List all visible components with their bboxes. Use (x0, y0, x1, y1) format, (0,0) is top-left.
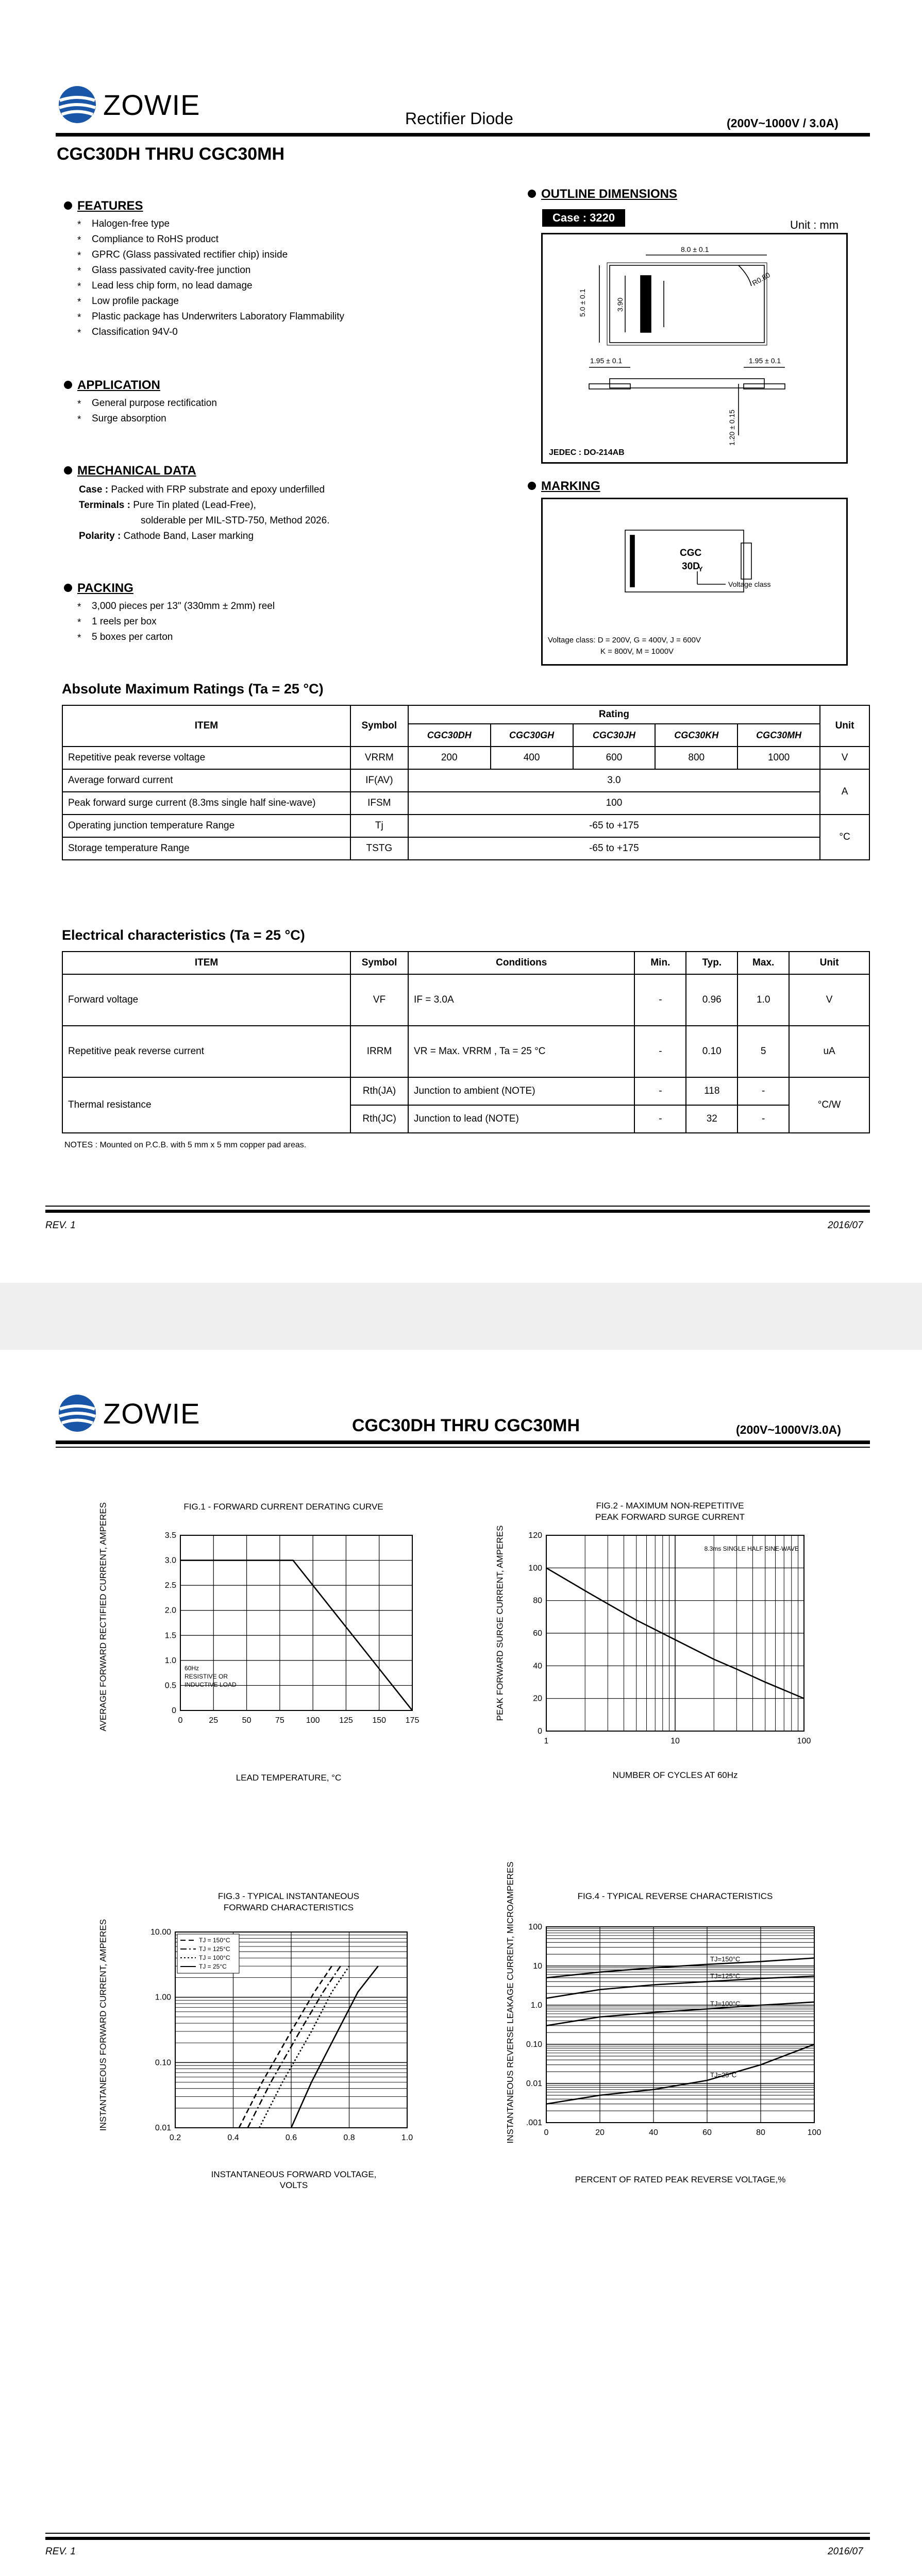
fig2-title: FIG.2 - MAXIMUM NON-REPETITIVE PEAK FORWARD SURGE CURRENT (595, 1501, 745, 1522)
footer-rule (45, 2533, 870, 2534)
list-item: * Surge absorption (77, 411, 217, 427)
marking-title: MARKING (528, 479, 600, 494)
legend-entry: TJ = 125°C (199, 1945, 230, 1953)
x-tick-label: 60 (702, 2128, 712, 2137)
y-tick-label: 3.5 (164, 1531, 176, 1540)
table-row: Thermal resistance Rth(JA) Junction to ambient (NOTE) - 118 - °C/W (62, 1077, 869, 1105)
abs-max-title: Absolute Maximum Ratings (Ta = 25 °C) (62, 681, 324, 697)
y-tick-label: 1.00 (155, 1993, 171, 2002)
x-tick-label: 20 (595, 2128, 605, 2137)
y-tick-label: 0 (538, 1727, 542, 1736)
marking-line1: CGC (680, 548, 702, 558)
marking-line2: 30D (682, 561, 700, 572)
list-item: * Low profile package (77, 294, 344, 309)
zowie-logo (58, 1394, 200, 1433)
part-header: CGC30GH (491, 724, 573, 747)
x-tick-label: 0.6 (285, 2133, 297, 2142)
x-tick-label: 100 (306, 1716, 320, 1725)
y-tick-label: 0.5 (164, 1681, 176, 1690)
doc-type: Rectifier Diode (405, 109, 513, 128)
dim-pad-right: 1.95 ± 0.1 (749, 357, 781, 365)
x-tick-label: 1 (544, 1737, 549, 1745)
unit-label: Unit : mm (790, 218, 839, 231)
y-tick-label: 120 (528, 1531, 542, 1540)
x-tick-label: 0 (544, 2128, 549, 2137)
fig3-title: FIG.3 - TYPICAL INSTANTANEOUS FORWARD CHARACTERISTICS (217, 1891, 360, 1912)
y-tick-label: 60 (533, 1629, 542, 1638)
y-tick-label: 100 (528, 1564, 542, 1573)
datasheet-page-1 (0, 0, 922, 1283)
fig2-ylabel: PEAK FORWARD SURGE CURRENT, AMPERES (495, 1525, 505, 1721)
brand-name: ZOWIE (103, 88, 200, 121)
header-rule-thin (56, 1447, 870, 1448)
footer-rule (45, 1206, 870, 1207)
brand-name: ZOWIE (103, 1397, 200, 1430)
table-row: Repetitive peak reverse voltage VRRM 200 400 600 800 1000 V (62, 747, 869, 769)
x-tick-label: 0.2 (169, 2133, 181, 2142)
y-tick-label: 2.5 (164, 1581, 176, 1590)
features-title: FEATURES (64, 199, 143, 213)
x-tick-label: 0.8 (343, 2133, 355, 2142)
marking-note2: K = 800V, M = 1000V (600, 647, 674, 656)
annotation-text: INDUCTIVE LOAD (185, 1681, 237, 1688)
y-tick-label: 0.01 (526, 2079, 542, 2088)
footer-date: 2016/07 (828, 1220, 863, 1231)
fig1-xlabel: LEAD TEMPERATURE, °C (236, 1773, 342, 1783)
fig4-title: FIG.4 - TYPICAL REVERSE CHARACTERISTICS (577, 1891, 773, 1901)
table-row: Forward voltage VF IF = 3.0A - 0.96 1.0 V (62, 974, 869, 1026)
series-line (248, 1966, 341, 2128)
part-title: CGC30DH THRU CGC30MH (352, 1416, 580, 1435)
y-tick-label: 0 (172, 1706, 176, 1715)
legend-entry: TJ = 25°C (199, 1963, 227, 1970)
series-line (239, 1966, 332, 2128)
fig3-xlabel: INSTANTANEOUS FORWARD VOLTAGE, VOLTS (211, 2170, 377, 2190)
x-tick-label: 150 (372, 1716, 387, 1725)
list-item: * Glass passivated cavity-free junction (77, 263, 344, 278)
fig2-chart (526, 1525, 825, 1747)
mechanical-title: MECHANICAL DATA (64, 464, 196, 478)
col-rating: Rating (408, 705, 820, 724)
zowie-globe-icon (58, 85, 97, 124)
case-badge: Case : 3220 (542, 209, 625, 227)
dim-radius: R0.80 (750, 270, 772, 287)
x-tick-label: 100 (807, 2128, 822, 2137)
dim-pad-left: 1.95 ± 0.1 (590, 357, 623, 365)
annotation-text: 8.3ms SINGLE HALF SINE-WAVE (704, 1545, 799, 1552)
y-tick-label: 10.00 (150, 1928, 171, 1937)
col-item: ITEM (62, 705, 350, 747)
part-title: CGC30DH THRU CGC30MH (57, 144, 285, 164)
list-item: * Plastic package has Underwriters Laboratory Flammability (77, 309, 344, 325)
y-tick-label: 0.10 (526, 2040, 542, 2049)
list-item: * General purpose rectification (77, 396, 217, 411)
x-tick-label: 0 (178, 1716, 183, 1725)
package-outline-drawing (543, 234, 846, 462)
footer-rev: REV. 1 (45, 1220, 76, 1231)
application-title: APPLICATION (64, 378, 160, 393)
footer-rule-thick (45, 2537, 870, 2540)
x-tick-label: 0.4 (227, 2133, 239, 2142)
legend-entry: TJ = 100°C (199, 1954, 230, 1961)
elec-table: ITEM Symbol Conditions Min. Typ. Max. Unit Forward voltage VF IF = 3.0A - 0.96 1.0 V Repetitive peak reverse current IRRM VR = Max. VRRM , Ta = 25 °C - 0.10 5 uA Thermal resistance Rth(JA) Junction to ambient (NOTE) - 118 - °C/W Rth(JC) Junction to lead (NOTE) - 32 - (62, 951, 870, 1133)
table-row: Operating junction temperature Range Tj -65 to +175 °C (62, 815, 869, 837)
x-tick-label: 1.0 (401, 2133, 413, 2142)
footer-rev: REV. 1 (45, 2546, 76, 2557)
y-tick-label: 1.5 (164, 1631, 176, 1640)
list-item: * Lead less chip form, no lead damage (77, 278, 344, 294)
list-item: * 5 boxes per carton (77, 630, 275, 645)
dim-height: 5.0 ± 0.1 (578, 289, 586, 317)
rating-range: (200V~1000V / 3.0A) (727, 116, 839, 130)
y-tick-label: .001 (526, 2119, 542, 2127)
series-line (291, 1966, 378, 2128)
series-label: TJ=100°C (710, 1999, 741, 2008)
list-item: * 3,000 pieces per 13" (330mm ± 2mm) reel (77, 599, 275, 614)
grid (546, 1535, 804, 1731)
dim-thickness: 1.20 ± 0.15 (728, 410, 736, 446)
y-tick-label: 80 (533, 1596, 542, 1605)
features-list (77, 216, 344, 340)
part-header: CGC30DH (408, 724, 491, 747)
datasheet-page-2 (0, 1350, 922, 2576)
x-tick-label: 50 (242, 1716, 252, 1725)
header-rule (56, 1440, 870, 1444)
fig3-chart (144, 1922, 433, 2148)
y-tick-label: 40 (533, 1662, 542, 1671)
list-item: * Halogen-free type (77, 216, 344, 232)
col-symbol: Symbol (350, 705, 408, 747)
footer-rule-thick (45, 1210, 870, 1213)
x-tick-label: 100 (797, 1737, 811, 1745)
y-tick-label: 0.01 (155, 2124, 171, 2132)
col-unit: Unit (820, 705, 869, 747)
table-row: Storage temperature Range TSTG -65 to +175 (62, 837, 869, 860)
mechanical-data: Case : Packed with FRP substrate and epoxy underfilled Terminals : Pure Tin plated (Lead-Free), solderable per MIL-STD-750, Method 2026. Polarity : Cathode Band, Laser marking (79, 484, 330, 541)
series-line (546, 2044, 814, 2104)
zowie-globe-icon (58, 1394, 97, 1433)
x-tick-label: 80 (756, 2128, 765, 2137)
list-item: * Classification 94V-0 (77, 325, 344, 340)
x-tick-label: 25 (209, 1716, 219, 1725)
fig4-xlabel: PERCENT OF RATED PEAK REVERSE VOLTAGE,% (575, 2175, 786, 2184)
annotation-text: RESISTIVE OR (185, 1673, 228, 1680)
part-header: CGC30JH (573, 724, 656, 747)
y-tick-label: 1.0 (530, 2001, 542, 2010)
fig4-chart (526, 1917, 825, 2143)
header-rule (56, 133, 870, 137)
y-tick-label: 10 (533, 1962, 542, 1971)
table-row: Average forward current IF(AV) 3.0 A (62, 769, 869, 792)
list-item: * 1 reels per box (77, 614, 275, 630)
packing-title: PACKING (64, 581, 133, 596)
fig1-title: FIG.1 - FORWARD CURRENT DERATING CURVE (183, 1502, 383, 1512)
jedec-label: JEDEC : DO-214AB (549, 448, 625, 457)
fig1-ylabel: AVERAGE FORWARD RECTIFIED CURRENT, AMPERES (98, 1502, 108, 1732)
plot-frame (546, 1927, 814, 2123)
x-tick-label: 75 (275, 1716, 284, 1725)
y-tick-label: 1.0 (164, 1656, 176, 1665)
dim-length: 8.0 ± 0.1 (681, 245, 709, 253)
part-header: CGC30MH (737, 724, 820, 747)
part-header: CGC30KH (655, 724, 737, 747)
elec-title: Electrical characteristics (Ta = 25 °C) (62, 927, 305, 943)
marking-sub: Y (698, 565, 703, 573)
elec-note: NOTES : Mounted on P.C.B. with 5 mm x 5 mm copper pad areas. (64, 1141, 307, 1149)
marking-drawing (543, 499, 846, 664)
series-line (259, 1966, 349, 2128)
outline-title: OUTLINE DIMENSIONS (528, 187, 677, 201)
series-line (546, 1976, 814, 1998)
x-tick-label: 125 (339, 1716, 353, 1725)
x-tick-label: 40 (649, 2128, 658, 2137)
list-item: * Compliance to RoHS product (77, 232, 344, 247)
dim-inner: 3.90 (616, 297, 624, 312)
fig4-ylabel: INSTANTANEOUS REVERSE LEAKAGE CURRENT, MICROAMPERES (505, 1861, 515, 2144)
voltage-class-label: Voltage class (728, 580, 771, 588)
legend (177, 1934, 239, 1973)
footer-date: 2016/07 (828, 2546, 863, 2557)
fig1-chart (149, 1525, 428, 1741)
zowie-logo (58, 85, 200, 124)
y-tick-label: 2.0 (164, 1606, 176, 1615)
y-tick-label: 100 (528, 1923, 542, 1931)
rating-range: (200V~1000V/3.0A) (736, 1423, 841, 1436)
table-row: Repetitive peak reverse current IRRM VR = Max. VRRM , Ta = 25 °C - 0.10 5 uA (62, 1026, 869, 1077)
packing-list (77, 599, 275, 645)
abs-max-table (62, 705, 870, 860)
application-list (77, 396, 217, 427)
table-row: Peak forward surge current (8.3ms single half sine-wave) IFSM 100 (62, 792, 869, 815)
annotation-text: 60Hz (185, 1665, 199, 1672)
marking-box (541, 498, 848, 666)
grid (546, 1927, 814, 2123)
marking-note1: Voltage class: D = 200V, G = 400V, J = 600V (548, 636, 701, 645)
series-label: TJ=150°C (710, 1955, 741, 1963)
fig2-xlabel: NUMBER OF CYCLES AT 60Hz (612, 1770, 738, 1780)
y-tick-label: 0.10 (155, 2058, 171, 2067)
x-tick-label: 175 (405, 1716, 420, 1725)
list-item: * GPRC (Glass passivated rectifier chip) inside (77, 247, 344, 263)
page-gap (0, 1283, 922, 1350)
series-label: TJ=125°C (710, 1972, 741, 1980)
legend-entry: TJ = 150°C (199, 1937, 230, 1944)
x-tick-label: 10 (670, 1737, 680, 1745)
y-tick-label: 3.0 (164, 1556, 176, 1565)
table-row: Rth(JC) Junction to lead (NOTE) - 32 - (62, 1105, 869, 1133)
series-label: TJ=25°C (710, 2071, 737, 2079)
outline-drawing-box (541, 233, 848, 464)
y-tick-label: 20 (533, 1694, 542, 1703)
fig3-ylabel: INSTANTANEOUS FORWARD CURRENT, AMPERES (98, 1919, 108, 2131)
